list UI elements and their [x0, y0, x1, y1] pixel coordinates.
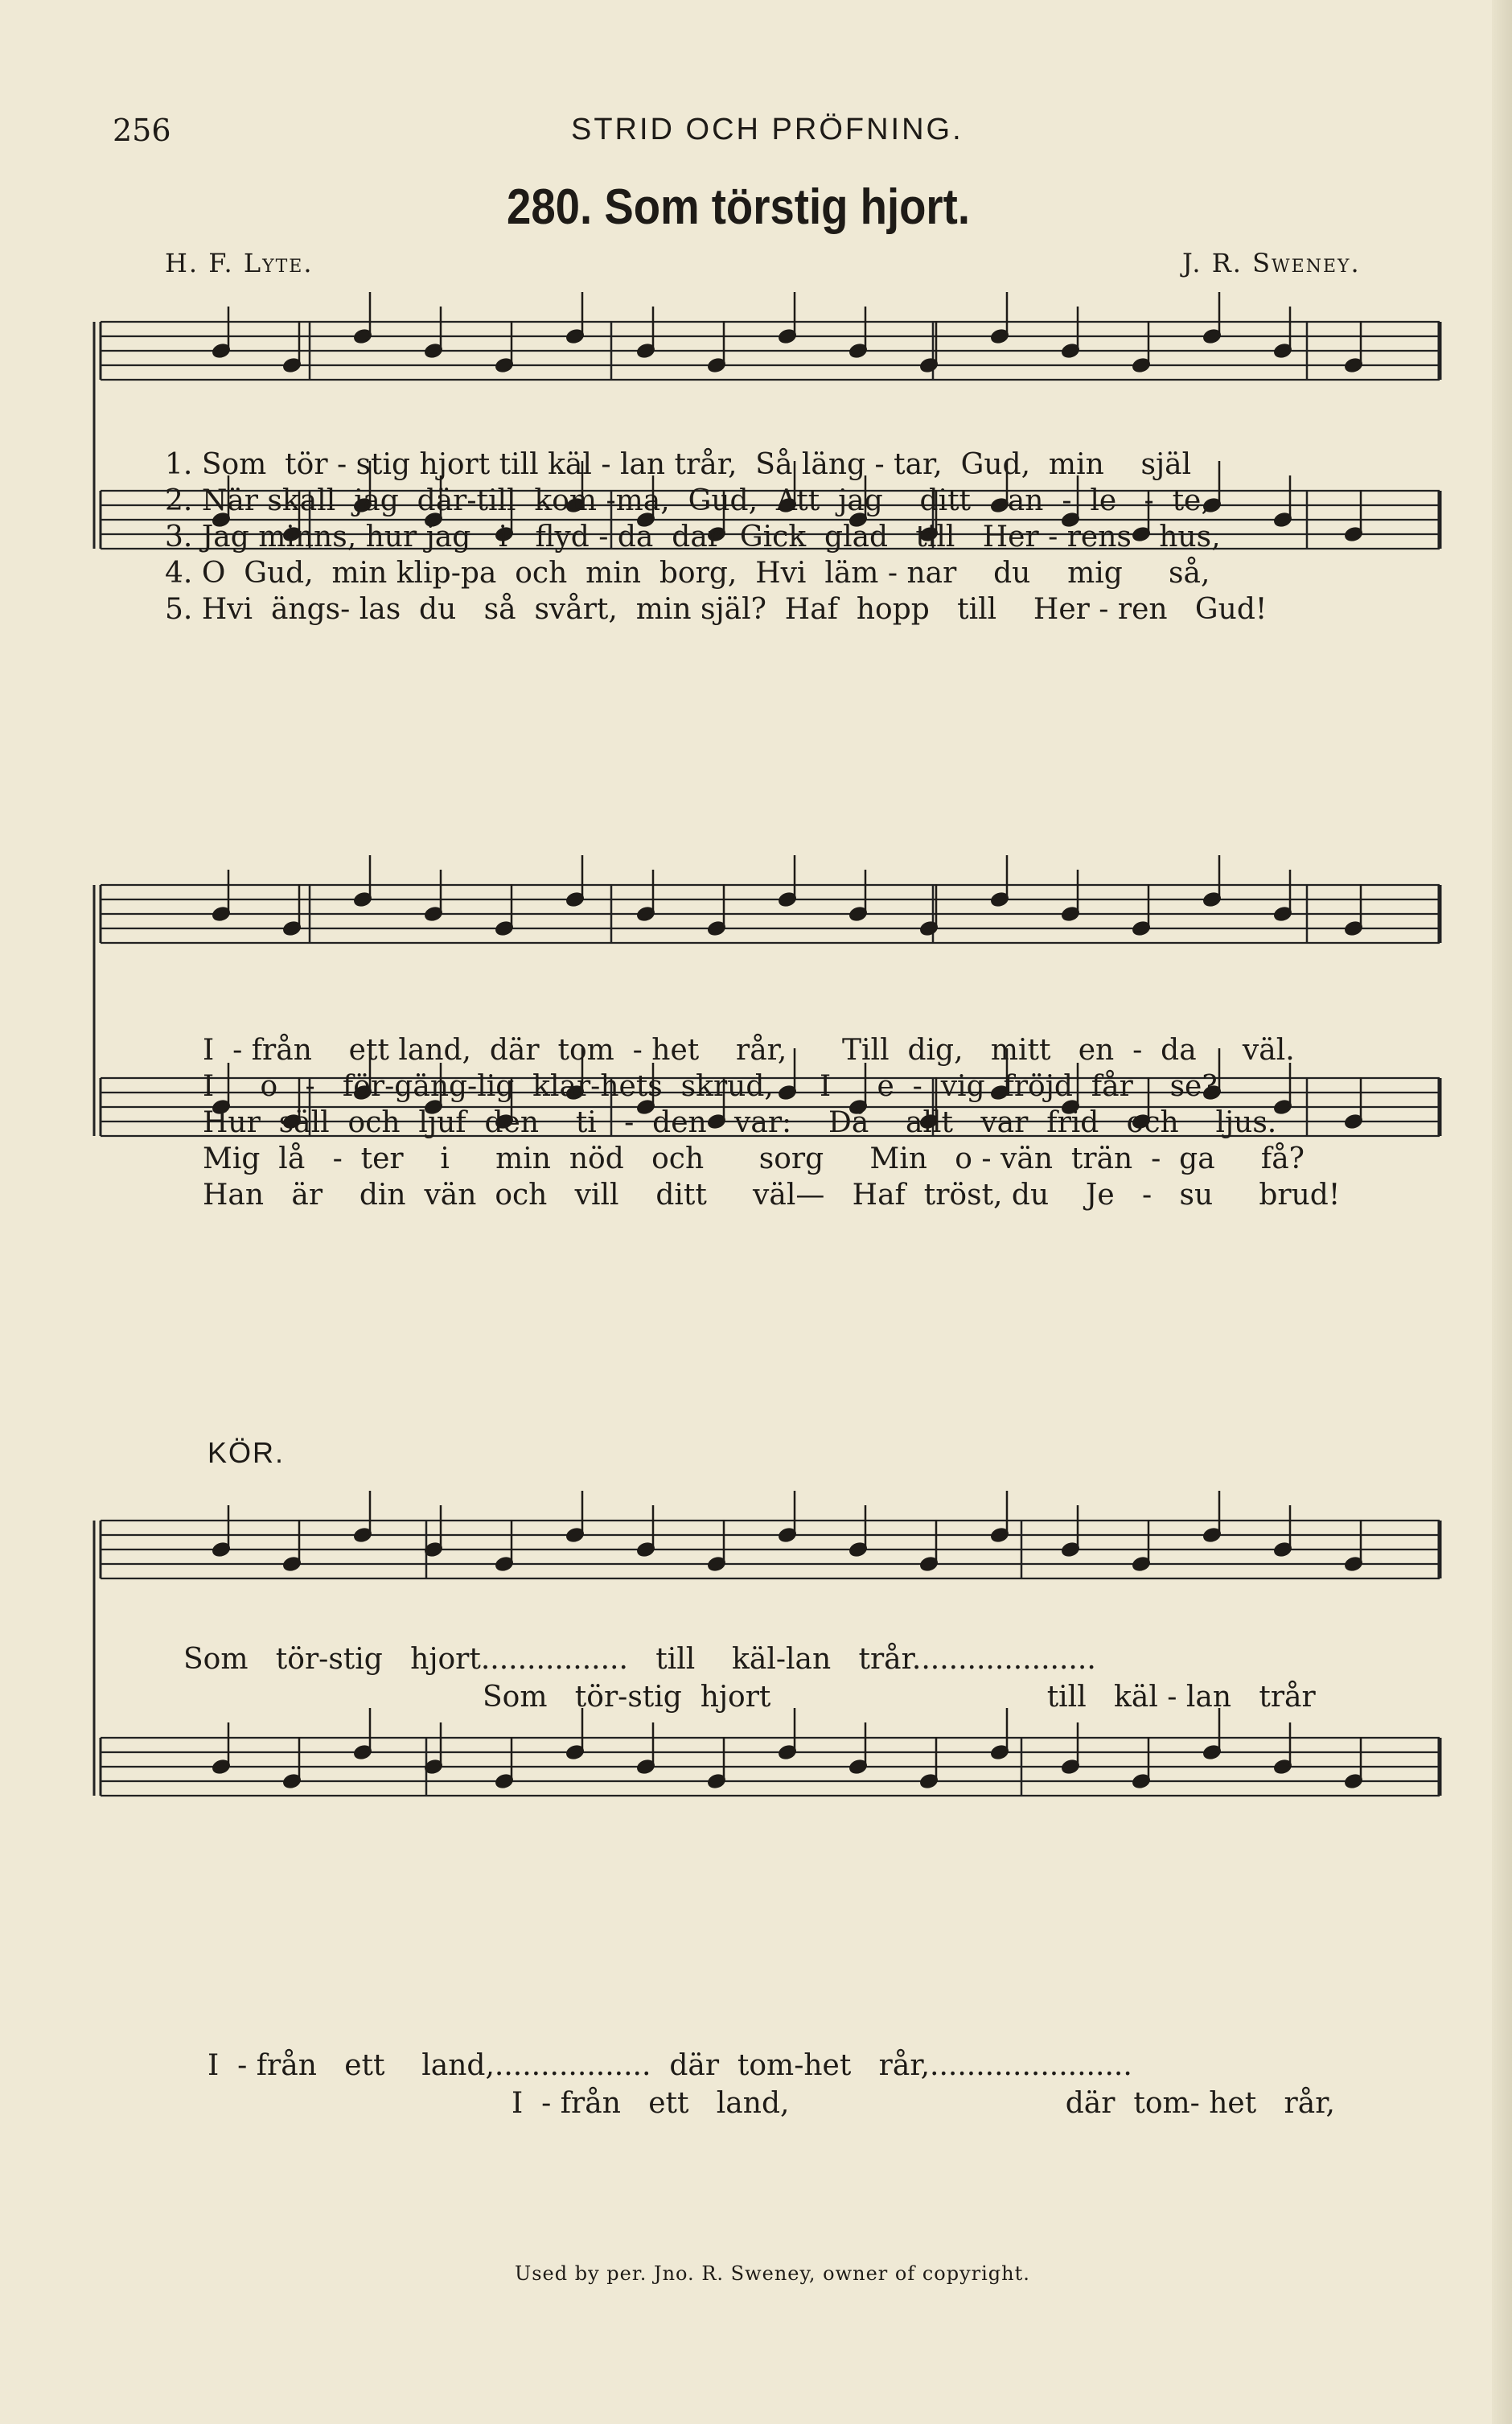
verse-block-1 — [165, 447, 1267, 628]
lyricist: H. F. Lyte. — [165, 248, 314, 278]
verse-line — [165, 483, 1267, 519]
verse-text: Jag minns, hur jag i flyd - da dar Gick glad till Her - rens hus, — [201, 521, 1221, 554]
verse-number: 5. — [165, 593, 193, 626]
verse-line — [165, 447, 1267, 483]
chorus-label: KÖR. — [207, 1436, 286, 1469]
verse-line — [165, 591, 1267, 628]
verse-number: 3. — [165, 521, 193, 554]
verse-line — [165, 555, 1267, 591]
verse-line: Han är din vän och vill ditt väl— Haf tröst, du Je - su brud! — [203, 1179, 1341, 1212]
verse-number: 1. — [165, 448, 193, 481]
page-edge — [1492, 0, 1512, 2424]
chorus-line-1-lower: Som tör-stig hjort till käl - lan trår — [483, 1681, 1316, 1714]
chorus-line-2-lower: I - från ett land, där tom- het rår, — [512, 2087, 1335, 2120]
chorus-line-2-upper: I - från ett land,................. där tom-het rår,...................... — [207, 2049, 1132, 2082]
hymn-title: 280. Som törstig hjort. — [507, 179, 971, 235]
chorus-line-1-upper: Som tör-stig hjort................ till käl-lan trår.................... — [183, 1643, 1096, 1676]
verse-line — [165, 519, 1267, 555]
verse-text: När skall jag där-till kom -ma, Gud, Att jag ditt an - le - te, — [201, 484, 1210, 517]
copyright-footer: Used by per. Jno. R. Sweney, owner of copyright. — [515, 2262, 1030, 2285]
verse-line: Mig lå - ter i min nöd och sorg Min o - vän trän - ga få? — [203, 1142, 1305, 1175]
section-title: STRID OCH PRÖFNING. — [571, 113, 963, 146]
verse-line: Hur säll och ljuf den ti - den var: Då allt var frid och ljus. — [203, 1106, 1277, 1139]
page-number: 256 — [113, 113, 171, 148]
verse-number: 4. — [165, 557, 193, 590]
verse-text: Hvi ängs- las du så svårt, min själ? Haf hopp till Her - ren Gud! — [201, 593, 1268, 626]
verse-text: O Gud, min klip-pa och min borg, Hvi läm - nar du mig så, — [201, 557, 1210, 590]
composer: J. R. Sweney. — [1182, 248, 1361, 278]
verse-text: Som tör - stig hjort till käl - lan trår, Så läng - tar, Gud, min själ — [201, 448, 1192, 481]
verse-number: 2. — [165, 484, 193, 517]
verse-line: I o - för-gäng-lig klar-hets skrud, I e - vig fröjd får se? — [203, 1070, 1218, 1103]
verse-block-2 — [203, 1032, 1340, 1213]
verse-line: I - från ett land, där tom - het rår, Till dig, mitt en - da väl. — [203, 1034, 1295, 1067]
